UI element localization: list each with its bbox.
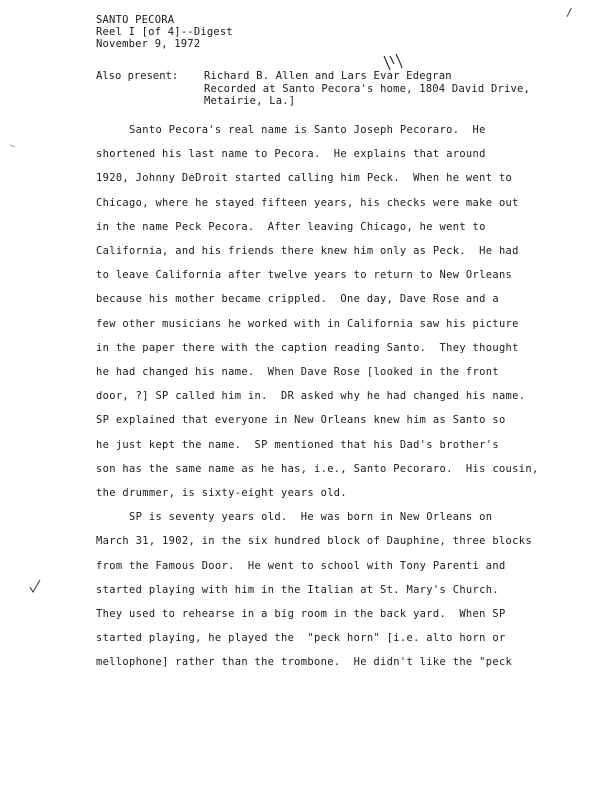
margin-checkmark-icon <box>28 578 42 594</box>
also-present-label: Also present: <box>96 70 179 82</box>
also-present-line: Metairie, La.] <box>204 95 296 107</box>
body-line: California, and his friends there knew him only as Peck. He had <box>96 245 519 258</box>
body-line: Chicago, where he stayed fifteen years, his checks were make out <box>96 196 519 209</box>
body-line: door, ?] SP called him in. DR asked why he had changed his name. <box>96 390 526 403</box>
body-line: shortened his last name to Pecora. He explains that around <box>96 148 486 161</box>
body-line: from the Famous Door. He went to school with Tony Parenti and <box>96 559 506 572</box>
body-line: to leave California after twelve years to return to New Orleans <box>96 269 513 282</box>
page-corner-mark: / <box>566 6 573 19</box>
transcript-body <box>96 118 566 675</box>
body-line: 1920, Johnny DeDroit started calling him Peck. When he went to <box>96 172 513 185</box>
body-line: few other musicians he worked with in California saw his picture <box>96 317 519 330</box>
body-line: because his mother became crippled. One day, Dave Rose and a <box>96 293 499 306</box>
body-line: Santo Pecora's real name is Santo Joseph Pecoraro. He <box>96 124 486 136</box>
body-line: in the name Peck Pecora. After leaving Chicago, he went to <box>96 220 486 233</box>
margin-speck-icon <box>10 144 16 148</box>
also-present-line: Richard B. Allen and Lars Evar Edegran <box>204 70 452 82</box>
body-line: March 31, 1902, in the six hundred block of Dauphine, three blocks <box>96 535 532 548</box>
interviewee-name: SANTO PECORA <box>96 14 175 26</box>
body-line: he had changed his name. When Dave Rose [looked in the front <box>96 366 499 379</box>
body-line: the drummer, is sixty-eight years old. <box>96 487 348 500</box>
body-line: son has the same name as he has, i.e., Santo Pecoraro. His cousin, <box>96 462 539 475</box>
body-line: They used to rehearse in a big room in the back yard. When SP <box>96 608 506 621</box>
also-present-block <box>204 70 530 108</box>
body-line: started playing with him in the Italian at St. Mary's Church. <box>96 583 499 596</box>
reel-label: Reel I [of 4]--Digest <box>96 26 233 38</box>
body-line: SP explained that everyone in New Orleans knew him as Santo so <box>96 414 506 427</box>
body-line: in the paper there with the caption reading Santo. They thought <box>96 341 519 354</box>
also-present-line: Recorded at Santo Pecora's home, 1804 David Drive, <box>204 82 531 95</box>
body-line: started playing, he played the "peck horn" [i.e. alto horn or <box>96 632 506 645</box>
interview-date: November 9, 1972 <box>96 38 201 50</box>
body-line: he just kept the name. SP mentioned that his Dad's brother's <box>96 438 499 451</box>
body-line: mellophone] rather than the trombone. He didn't like the "peck <box>96 656 513 669</box>
body-line: SP is seventy years old. He was born in New Orleans on <box>96 511 493 524</box>
